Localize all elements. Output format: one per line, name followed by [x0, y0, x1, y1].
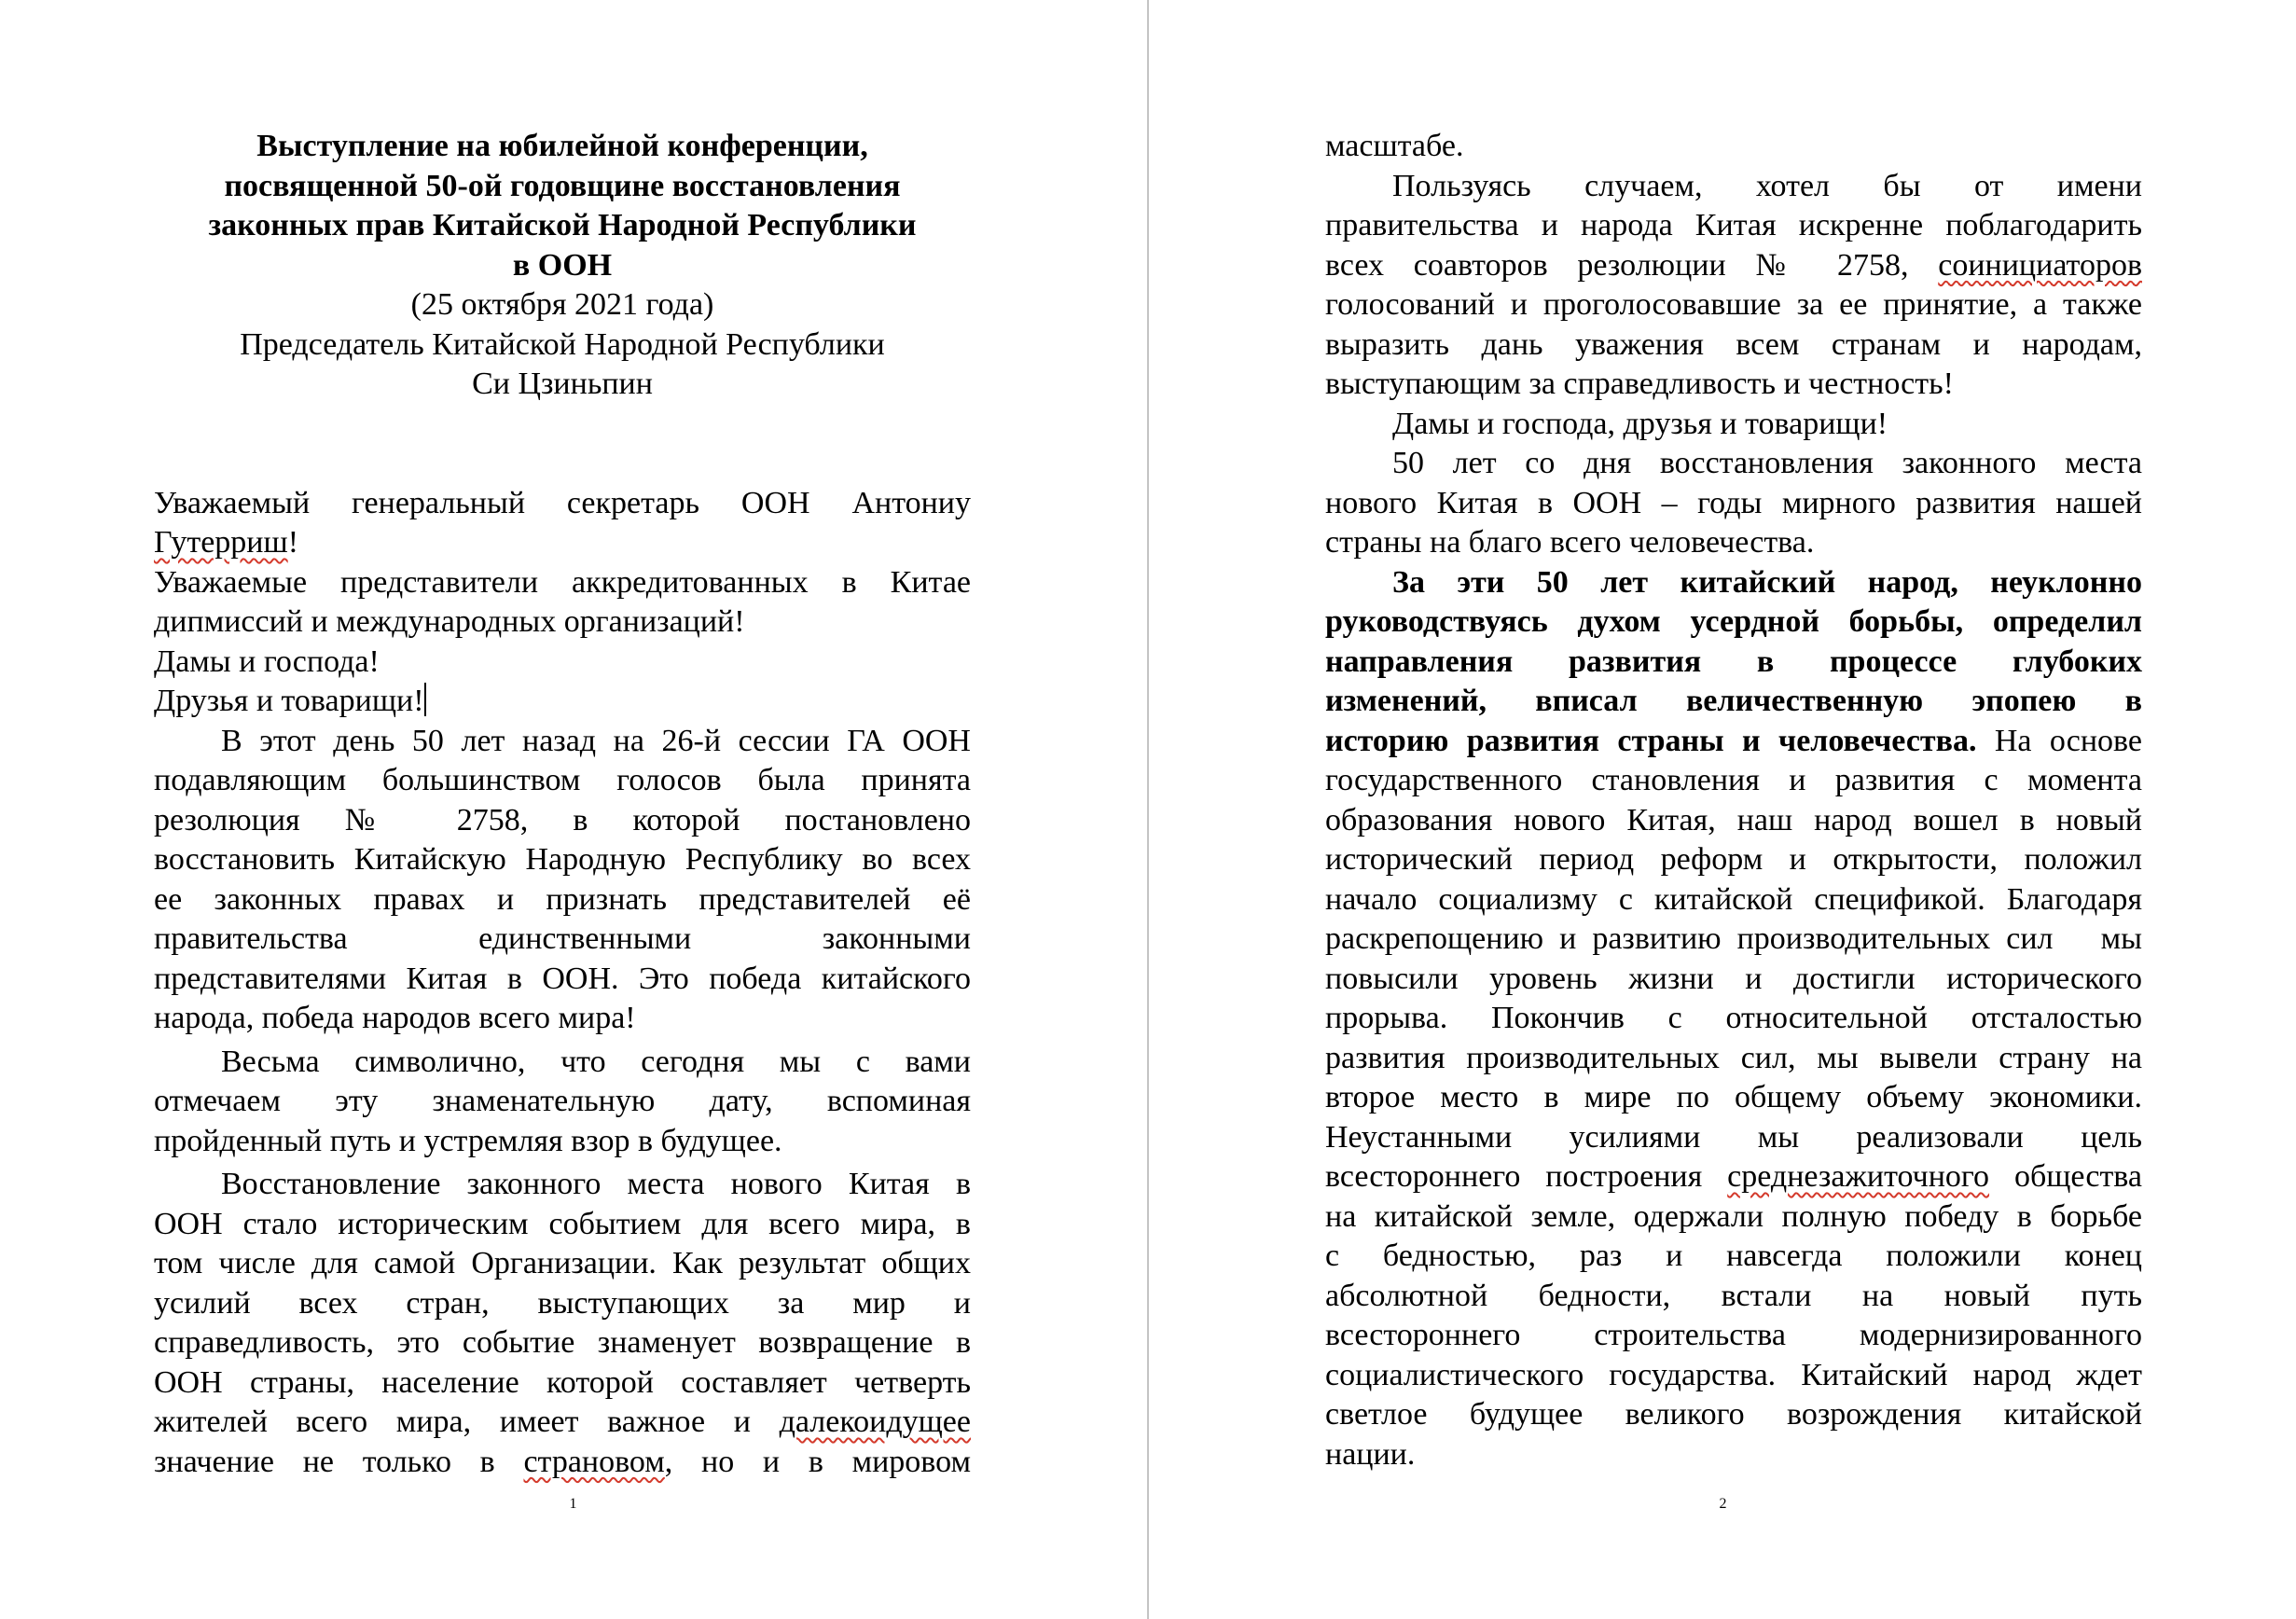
text-line: отмечаем эту знаменательную дату, вспоминая	[154, 1084, 971, 1118]
text-line: правительства единственными законными	[154, 921, 971, 956]
title-line-1: Выступление на юбилейной конференции,	[256, 129, 868, 163]
paragraph-restoration	[154, 1165, 971, 1482]
text-line: 50 лет со дня восстановления законного места	[1392, 446, 2142, 480]
text-line: выразить дань уважения всем странам и народам,	[1325, 326, 2142, 362]
page-divider	[1147, 0, 1149, 1619]
salutation-2	[154, 563, 971, 643]
text-line: исторический период реформ и открытости, положил	[1325, 842, 2142, 877]
text-line: направления развития в процессе глубоких	[1325, 643, 2142, 679]
paragraph-fifty-years	[1325, 444, 2142, 563]
text-line: образования нового Китая, наш народ вошел в новый	[1325, 802, 2142, 837]
paragraph-thanks	[1325, 167, 2142, 405]
text-line: народа, победа народов всего мира!	[154, 1001, 636, 1035]
title-line-2: посвященной 50-ой годовщине восстановления	[224, 168, 901, 203]
text-line: значение не только в страновом, но и в мировом	[154, 1444, 971, 1479]
text-line: абсолютной бедности, встали на новый путь	[1325, 1278, 2142, 1313]
spellcheck-underlined-word[interactable]: далекоидущее	[779, 1405, 971, 1439]
text-line: ООН стало историческим событием для всего мира, в	[154, 1206, 971, 1241]
spellcheck-underlined-word[interactable]: Гутерриш	[154, 525, 288, 560]
text-line: нации.	[1325, 1436, 1416, 1472]
paragraph-achievements	[1325, 563, 2142, 1475]
text-line: Восстановление законного места нового Китая в	[221, 1167, 971, 1201]
text-line: масштабе.	[1325, 129, 1464, 163]
text-line: В этот день 50 лет назад на 26-й сессии ГА ООН	[221, 723, 971, 758]
text-line: с бедностью, раз и навсегда положили конец	[1325, 1238, 2142, 1273]
text-line: нового Китая в ООН – годы мирного развития нашей	[1325, 485, 2142, 520]
text-line: жителей всего мира, имеет важное и далекоидущее	[154, 1405, 971, 1439]
text-line: голосований и проголосовавшие за ее принятие, а также	[1325, 287, 2142, 322]
text-line: За эти 50 лет китайский народ, неуклонно	[1392, 564, 2142, 600]
page-1-text-column	[154, 127, 971, 1482]
text-cursor	[424, 683, 426, 716]
text-line: представителями Китая в ООН. Это победа китайского	[154, 961, 971, 996]
text-line: социалистического государства. Китайский народ ждет	[1325, 1357, 2142, 1392]
page-1	[0, 0, 1146, 1619]
paragraph-resolution	[154, 722, 971, 1039]
text-line: светлое будущее великого возрождения китайской	[1325, 1397, 2142, 1432]
paragraph-greeting: Дамы и господа, друзья и товарищи!	[1392, 406, 1888, 441]
speaker-name: Си Цзиньпин	[472, 367, 653, 401]
paragraph-symbolic	[154, 1043, 971, 1162]
page-2-text-column	[1325, 127, 2142, 1474]
text-line: всестороннего построения среднезажиточного общества	[1325, 1159, 2143, 1194]
text-line: начало социализму с китайской спецификой. Благодаря	[1325, 881, 2142, 917]
text-line: Уважаемый генеральный секретарь ООН Антониу	[154, 485, 971, 520]
text-line: второе место в мире по общему объему экономики.	[1325, 1080, 2142, 1114]
text-line: раскрепощению и развитию производительных сил мы	[1325, 921, 2142, 956]
text-line: подавляющим большинством голосов была принята	[154, 763, 971, 797]
text-line: Весьма символично, что сегодня мы с вами	[221, 1044, 971, 1079]
text-line: том числе для самой Организации. Как результат общих	[154, 1246, 971, 1280]
text-line: страны на благо всего человечества.	[1325, 525, 1815, 560]
speech-heading	[154, 127, 971, 405]
text-line: на китайской земле, одержали полную победу в борьбе	[1325, 1198, 2142, 1234]
text-line: историю развития страны и человечества. На основе	[1325, 723, 2142, 758]
text-line: Гутерриш!	[154, 525, 299, 560]
salutation-4: Друзья и товарищи!	[154, 684, 424, 718]
text-line: всех соавторов резолюции № 2758, соинициаторов	[1325, 247, 2142, 283]
salutation-3: Дамы и господа!	[154, 643, 380, 679]
text-line: развития производительных сил, мы вывели страну на	[1325, 1040, 2142, 1075]
page-2	[1150, 0, 2296, 1619]
text-line: Неустанными усилиями мы реализовали цель	[1325, 1119, 2142, 1155]
text-line: восстановить Китайскую Народную Республику во всех	[154, 842, 971, 877]
text-line: усилий всех стран, выступающих за мир и	[154, 1285, 971, 1321]
speaker-position: Председатель Китайской Народной Республики	[240, 326, 885, 362]
text-line: ее законных правах и признать представителей её	[154, 881, 971, 917]
text-line: Пользуясь случаем, хотел бы от имени	[1392, 168, 2142, 203]
text-line: ООН страны, население которой составляет четверть	[154, 1364, 971, 1400]
title-line-4: в ООН	[512, 247, 613, 283]
text-line: изменений, вписал величественную эпопею в	[1325, 684, 2142, 718]
page-number: 2	[1719, 1496, 1727, 1512]
text-line: государственного становления и развития с момента	[1325, 763, 2142, 797]
page-number: 1	[569, 1496, 577, 1512]
spellcheck-underlined-word[interactable]: среднезажиточного	[1727, 1159, 1990, 1194]
title-line-3: законных прав Китайской Народной Республики	[208, 208, 917, 242]
salutation-1	[154, 484, 971, 563]
text-line: прорыва. Покончив с относительной отсталостью	[1325, 1001, 2142, 1035]
text-line: дипмиссий и международных организаций!	[154, 604, 745, 639]
text-line: резолюция № 2758, в которой постановлено	[154, 802, 971, 837]
text-line: повысили уровень жизни и достигли исторического	[1325, 961, 2142, 996]
text-line: всестороннего строительства модернизированного	[1325, 1318, 2142, 1352]
speech-date: (25 октября 2021 года)	[410, 287, 714, 322]
text-line: справедливость, это событие знаменует возвращение в	[154, 1325, 971, 1360]
text-line: руководствуясь духом усердной борьбы, определил	[1325, 604, 2142, 639]
text-line: выступающим за справедливость и честность!	[1325, 367, 1954, 401]
text-line: Уважаемые представители аккредитованных в Китае	[154, 564, 971, 600]
text-line: пройденный путь и устремляя взор в будущее.	[154, 1123, 782, 1158]
spellcheck-underlined-word[interactable]: страновом	[523, 1444, 665, 1479]
spellcheck-underlined-word[interactable]: соинициаторов	[1938, 247, 2142, 283]
text-line: правительства и народа Китая искренне поблагодарить	[1325, 208, 2142, 242]
